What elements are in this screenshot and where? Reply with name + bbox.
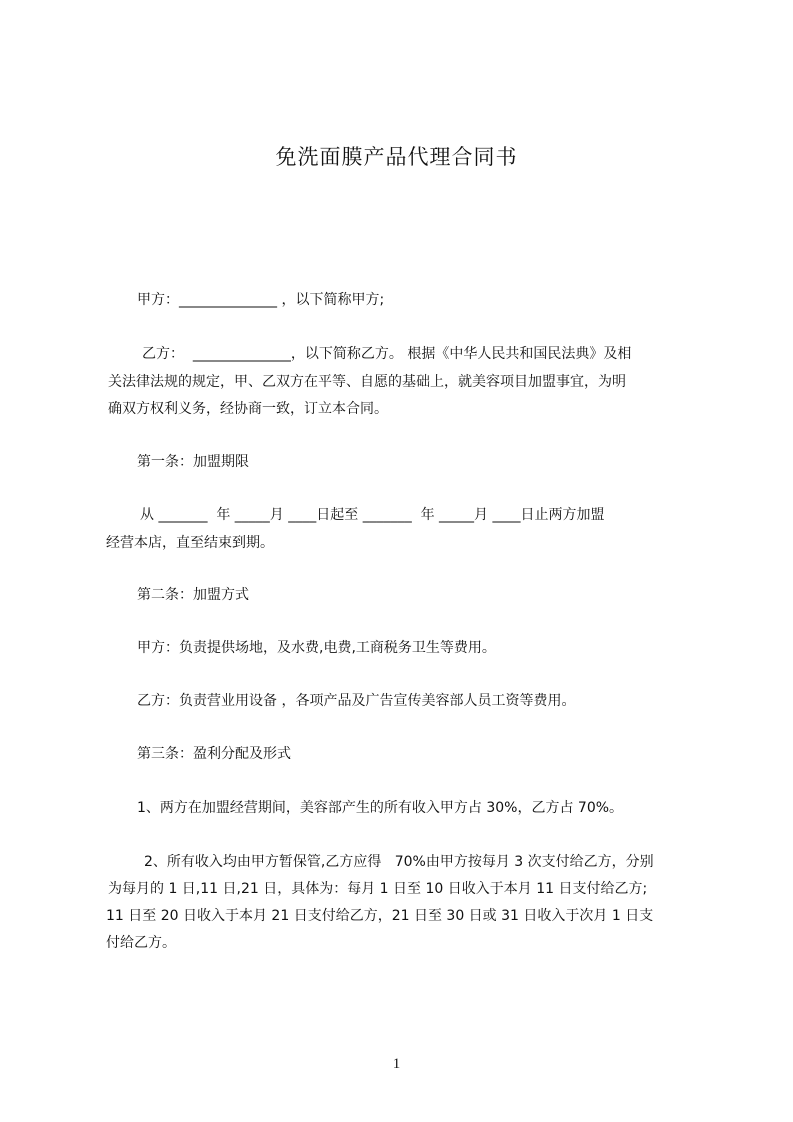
page-number: 1 [392,1056,401,1072]
clause-2-line-3: 11 日至 20 日收入于本月 21 日支付给乙方，21 日至 30 日或 31 日收入于次月 1 日支 [106,908,654,924]
term-dates-line: 从 _______ 年 _____月 ____日起至 _______ 年 _____月 ____日止两方加盟 [140,507,605,523]
preamble-line-2: 关法律法规的规定，甲、乙双方在平等、自愿的基础上，就美容项目加盟事宜，为明 [108,374,626,390]
party-a-duties: 甲方：负责提供场地，及水费,电费,工商税务卫生等费用。 [137,640,496,656]
party-b-line: 乙方： ______________，以下简称乙方。 根据《中华人民共和国民法典》及相 [142,346,632,362]
article-3-heading: 第三条：盈利分配及形式 [137,746,291,762]
preamble-line-3: 确双方权利义务，经协商一致，订立本合同。 [108,401,388,417]
party-a-line: 甲方：______________ ，以下简称甲方; [137,292,385,308]
article-1-heading: 第一条：加盟期限 [137,454,249,470]
article-2-heading: 第二条：加盟方式 [137,587,249,603]
clause-2-line-4: 付给乙方。 [106,935,176,951]
clause-1: 1、两方在加盟经营期间，美容部产生的所有收入甲方占 30%，乙方占 70%。 [137,800,624,816]
clause-2-line-2: 为每月的 1 日,11 日,21 日，具体为：每月 1 日至 10 日收入于本月 11 日支付给乙方; [108,881,648,897]
document-title: 免洗面膜产品代理合同书 [275,145,518,169]
term-dates-line-2: 经营本店，直至结束到期。 [106,535,274,551]
clause-2-line-1: 2、所有收入均由甲方暂保管,乙方应得 70%由甲方按每月 3 次支付给乙方，分别 [144,854,654,870]
party-b-duties: 乙方：负责营业用设备 ，各项产品及广告宣传美容部人员工资等费用。 [137,693,576,709]
